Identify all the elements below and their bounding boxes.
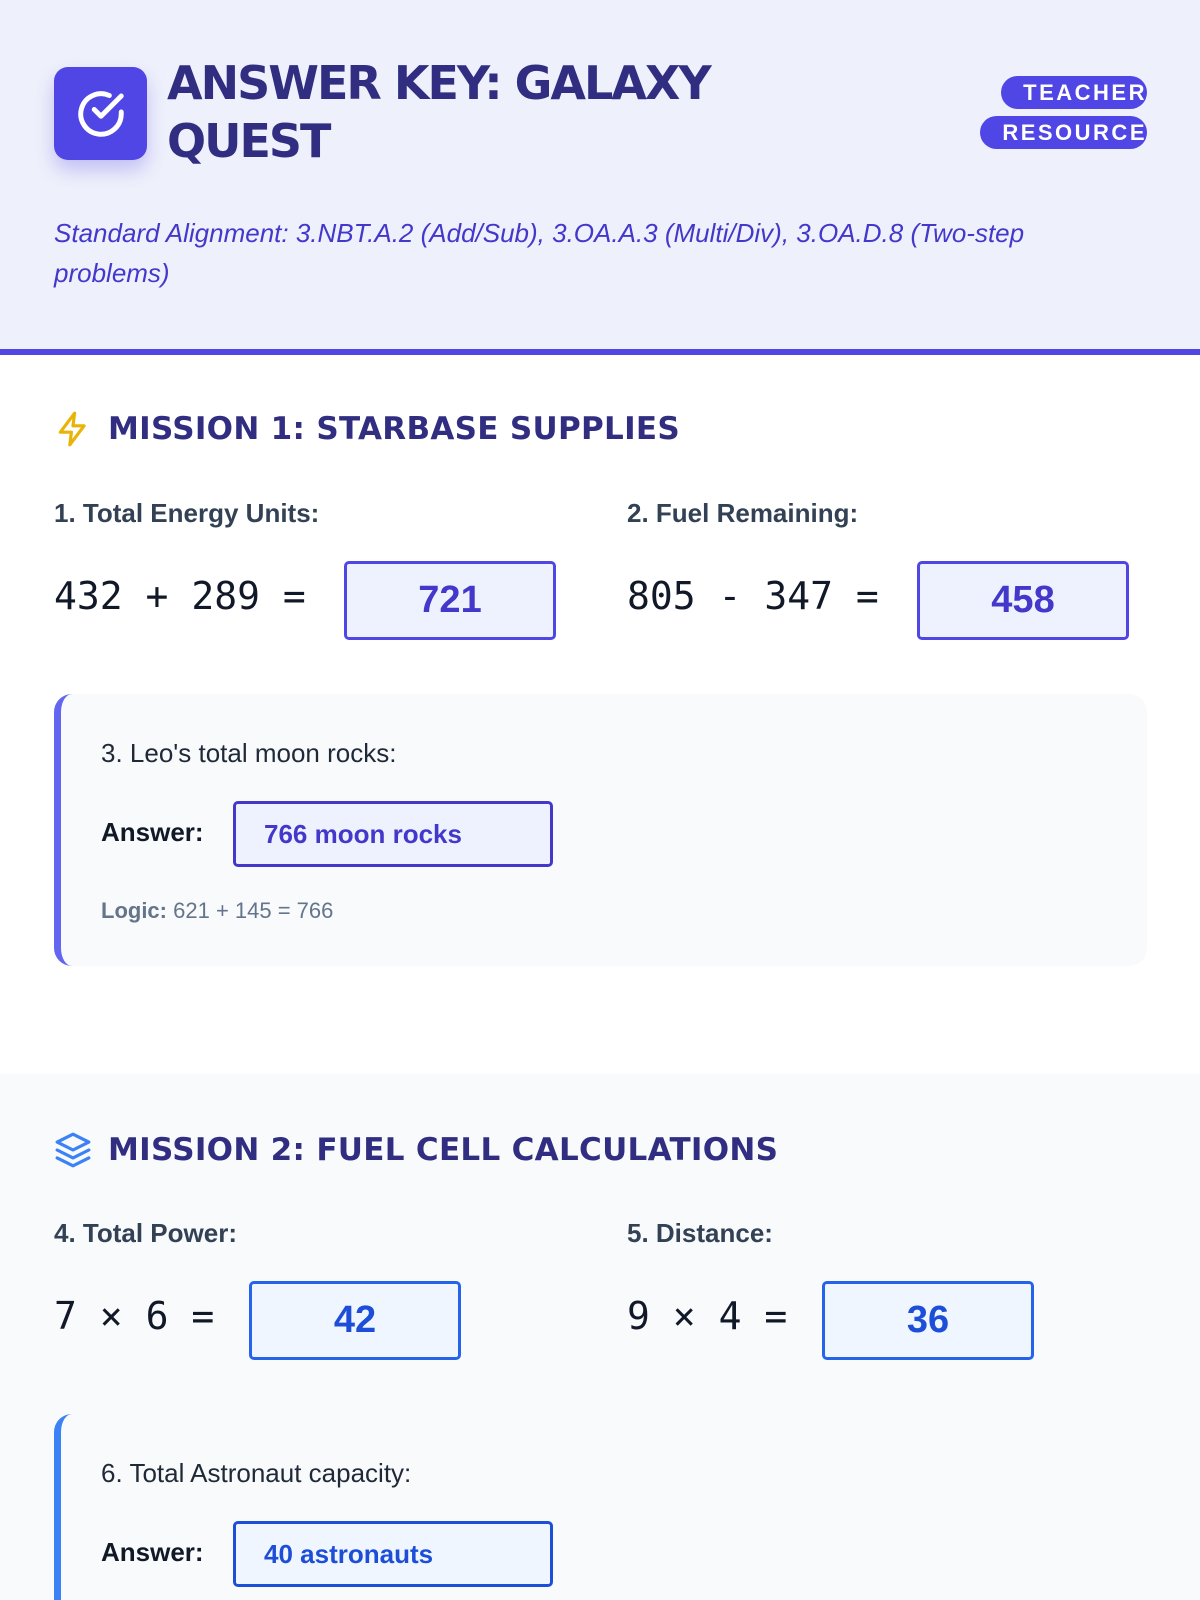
q5-equals: =: [764, 1294, 788, 1338]
q1-operator: +: [145, 574, 169, 618]
logo-badge: [54, 67, 147, 160]
mission2-heading: [54, 1131, 778, 1169]
q5-operator: ×: [672, 1294, 696, 1338]
teacher-resource-badge: [967, 73, 1147, 153]
q2-equation: [627, 574, 879, 618]
q5-label: 5. Distance:: [627, 1218, 773, 1248]
standard-alignment: Standard Alignment: 3.NBT.A.2 (Add/Sub), 3.OA.A.3 (Multi/Div), 3.OA.D.8 (Two-step problems): [54, 218, 1025, 288]
page-header: [0, 0, 1200, 355]
q3-logic: [101, 898, 333, 924]
q2-equals: =: [855, 574, 879, 618]
word-problem-card-q3: [54, 694, 1147, 966]
q5-equation: [627, 1294, 787, 1338]
q1-label: 1. Total Energy Units:: [54, 498, 320, 528]
q1-equals: =: [282, 574, 306, 618]
q6-answer-box: 40 astronauts: [233, 1521, 553, 1587]
mission2-title: MISSION 2: FUEL CELL CALCULATIONS: [108, 1132, 779, 1168]
q4-label: 4. Total Power:: [54, 1218, 237, 1248]
q3-question: 3. Leo's total moon rocks:: [101, 738, 397, 768]
mission1-heading: [54, 410, 680, 448]
mission1-title: MISSION 1: STARBASE SUPPLIES: [108, 411, 681, 447]
q3-logic-text: 621 + 145 = 766: [173, 898, 334, 923]
q4-answer-box: 42: [249, 1281, 461, 1360]
q6-question: 6. Total Astronaut capacity:: [101, 1458, 412, 1488]
q4-equation: [54, 1294, 214, 1338]
q2-operator: -: [718, 574, 742, 618]
q6-answer-label: Answer:: [101, 1537, 204, 1567]
q4-operand-b: 6: [145, 1294, 169, 1338]
q4-operand-a: 7: [54, 1294, 77, 1338]
q3-logic-label: Logic:: [101, 898, 167, 923]
q2-label: 2. Fuel Remaining:: [627, 498, 859, 528]
q4-operator: ×: [99, 1294, 123, 1338]
q3-answer-box: 766 moon rocks: [233, 801, 553, 867]
q5-operand-a: 9: [627, 1294, 650, 1338]
q2-answer-box: 458: [917, 561, 1129, 640]
badge-label: TEACHER RESOURCE: [980, 76, 1147, 149]
page-title: ANSWER KEY: GALAXY QUEST: [167, 56, 710, 168]
q2-operand-a: 805: [627, 574, 696, 618]
word-problem-card-q6: [54, 1414, 1147, 1600]
q1-operand-a: 432: [54, 574, 123, 618]
q1-operand-b: 289: [191, 574, 260, 618]
q1-equation: [54, 574, 306, 618]
q3-answer-label: Answer:: [101, 817, 204, 847]
lightning-bolt-icon: [54, 410, 92, 448]
q5-answer-box: 36: [822, 1281, 1034, 1360]
q5-operand-b: 4: [718, 1294, 742, 1338]
q1-answer-box: 721: [344, 561, 556, 640]
layers-icon: [54, 1131, 92, 1169]
q4-equals: =: [191, 1294, 215, 1338]
check-circle-icon: [74, 87, 128, 141]
q2-operand-b: 347: [764, 574, 833, 618]
